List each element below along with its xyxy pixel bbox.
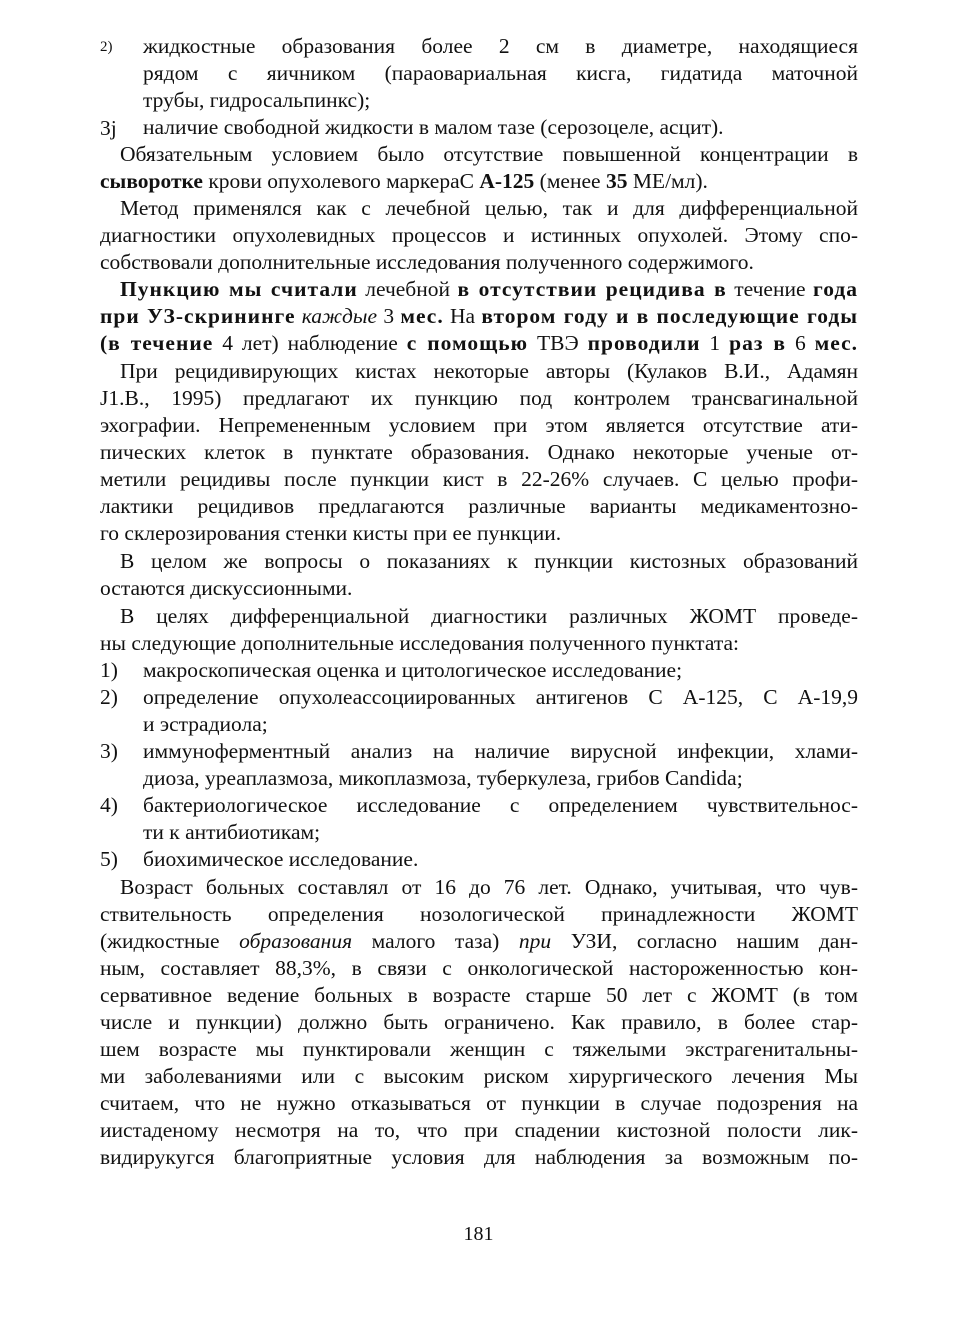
text-run: 6 bbox=[786, 331, 815, 355]
list-number: 3) bbox=[100, 739, 118, 763]
italic-text: образования bbox=[239, 929, 353, 953]
paragraph-line: видирукугся благоприятные условия для наблюдения за возможным по- bbox=[100, 1145, 858, 1169]
paragraph-line bbox=[100, 303, 858, 330]
paragraph-line: го склерозирования стенки кисты при ее пункции. bbox=[100, 521, 562, 545]
text-run: (менее bbox=[534, 169, 606, 193]
list-number: 2) bbox=[100, 39, 113, 55]
bold-text: проводили bbox=[587, 331, 701, 355]
paragraph-line: При рецидивирующих кистах некоторые авторы (Кулаков В.И., Адамян bbox=[120, 359, 858, 383]
paragraph-line bbox=[120, 276, 858, 303]
bold-text: А-125 bbox=[479, 169, 535, 193]
list-number: 2) bbox=[100, 685, 118, 709]
list-number: 4) bbox=[100, 793, 118, 817]
bold-text: мес. bbox=[400, 304, 444, 328]
text-run: МЕ/мл). bbox=[627, 169, 708, 193]
paragraph-line: метили рецидивы после пункции кист в 22-26% случаев. С целью профи- bbox=[100, 467, 858, 491]
list-item-line: трубы, гидросальпинкс); bbox=[143, 88, 371, 112]
paragraph-line: остаются дискуссионными. bbox=[100, 576, 353, 600]
list-item-line: наличие свободной жидкости в малом тазе (серозоцеле, асцит). bbox=[143, 115, 724, 139]
text-run: лечебной bbox=[357, 277, 458, 301]
bold-text: при УЗ-скрининге bbox=[100, 304, 296, 328]
bold-text: в отсутствии рецидива в bbox=[457, 277, 727, 301]
italic-text: при bbox=[518, 929, 552, 953]
bold-text: 35 bbox=[605, 169, 628, 193]
paragraph-line: ми заболеваниями или с высоким риском хирургического лечения Мы bbox=[100, 1064, 858, 1088]
paragraph-line: шем возрасте мы пунктировали женщин с тяжелыми экстрагенитальны- bbox=[100, 1037, 858, 1061]
italic-text: каждые bbox=[295, 304, 378, 328]
text-run: 1 bbox=[700, 331, 730, 355]
text-run: 3 bbox=[377, 304, 401, 328]
paragraph-line: Обязательным условием было отсутствие повышенной концентрации в bbox=[120, 142, 858, 166]
text-run: наблюдение bbox=[287, 331, 407, 355]
text-run: течение bbox=[726, 277, 814, 301]
list-item-line: макроскопическая оценка и цитологическое исследование; bbox=[143, 658, 683, 682]
bold-text: года bbox=[813, 277, 858, 301]
list-number: 3j bbox=[100, 116, 117, 140]
list-item-line: рядом с яичником (параовариальная кисга, гидатида маточной bbox=[143, 61, 858, 85]
paragraph-line: числе и пункции) должно быть ограничено. Как правило, в более стар- bbox=[100, 1010, 858, 1034]
paragraph-line: диагностики опухолевидных процессов и истинных опухолей. Этому спо- bbox=[100, 223, 858, 247]
text-run: 4 лет) bbox=[213, 331, 288, 355]
bold-text: раз в bbox=[729, 331, 787, 355]
paragraph-line bbox=[100, 928, 858, 955]
bold-text: мес. bbox=[814, 331, 859, 355]
paragraph-line: В целях дифференциальной диагностики различных ЖОМТ проведе- bbox=[120, 604, 858, 628]
paragraph-line: считаем, что не нужно отказываться от пункции в случае подозрения на bbox=[100, 1091, 858, 1115]
paragraph-line: эхографии. Непремененным условием при этом является отсутствие ати- bbox=[100, 413, 858, 437]
text-run: УЗИ, согласно нашим дан- bbox=[551, 929, 858, 953]
paragraph-line: пических клеток в пунктате образования. Однако некоторые ученые от- bbox=[100, 440, 858, 464]
list-item-line: ти к антибиотикам; bbox=[143, 820, 321, 844]
paragraph-line: сервативное ведение больных в возрасте старше 50 лет с ЖОМТ (в том bbox=[100, 983, 858, 1007]
bold-text: (в течение bbox=[100, 331, 214, 355]
paragraph-line bbox=[100, 168, 708, 195]
list-item-line: биохимическое исследование. bbox=[143, 847, 419, 871]
paragraph-line: J1.B., 1995) предлагают их пункцию под контролем трансвагинальной bbox=[100, 386, 858, 410]
text-run: На bbox=[443, 304, 482, 328]
text-run: (жидкостные bbox=[100, 929, 240, 953]
list-item-line: бактериологическое исследование с определением чувствительнос- bbox=[143, 793, 858, 817]
paragraph-line: иистаденому несмотря на то, что при спадении кистозной полости лик- bbox=[100, 1118, 858, 1142]
list-number: 1) bbox=[100, 658, 118, 682]
paragraph-line bbox=[100, 330, 858, 357]
list-item-line: и эстрадиола; bbox=[143, 712, 268, 736]
text-run: малого таза) bbox=[352, 929, 519, 953]
bold-text: сыворотке bbox=[100, 169, 203, 193]
page-number: 181 bbox=[463, 1223, 494, 1245]
bold-text: втором году и в последующие годы bbox=[481, 304, 858, 328]
list-item-line: определение опухолеассоциированных антигенов С А-125, С А-19,9 bbox=[143, 685, 858, 709]
list-item-line: иммуноферментный анализ на наличие вирусной инфекции, хлами- bbox=[143, 739, 858, 763]
list-item-line: жидкостные образования более 2 см в диаметре, находящиеся bbox=[143, 34, 858, 58]
paragraph-line: В целом же вопросы о показаниях к пункции кистозных образований bbox=[120, 549, 858, 573]
paragraph-line: ны следующие дополнительные исследования полученного пунктата: bbox=[100, 631, 740, 655]
bold-text: Пункцию мы считали bbox=[120, 277, 358, 301]
paragraph-line: Возраст больных составлял от 16 до 76 лет. Однако, учитывая, что чув- bbox=[120, 875, 858, 899]
text-run: крови опухолевого маркераС bbox=[202, 169, 480, 193]
list-item-line: диоза, уреаплазмоза, микоплазмоза, туберкулеза, грибов Candida; bbox=[143, 766, 743, 790]
text-run: ТВЭ bbox=[528, 331, 588, 355]
paragraph-line: Метод применялся как с лечебной целью, так и для дифференциальной bbox=[120, 196, 858, 220]
paragraph-line: лактики рецидивов предлагаются различные варианты медикаментозно- bbox=[100, 494, 858, 518]
paragraph-line: ствительность определения нозологической принадлежности ЖОМТ bbox=[100, 902, 858, 926]
paragraph-line: ным, составляет 88,3%, в связи с онкологической настороженностью кон- bbox=[100, 956, 858, 980]
bold-text: с помощью bbox=[406, 331, 529, 355]
list-number: 5) bbox=[100, 847, 118, 871]
paragraph-line: собствовали дополнительные исследования полученного содержимого. bbox=[100, 250, 754, 274]
